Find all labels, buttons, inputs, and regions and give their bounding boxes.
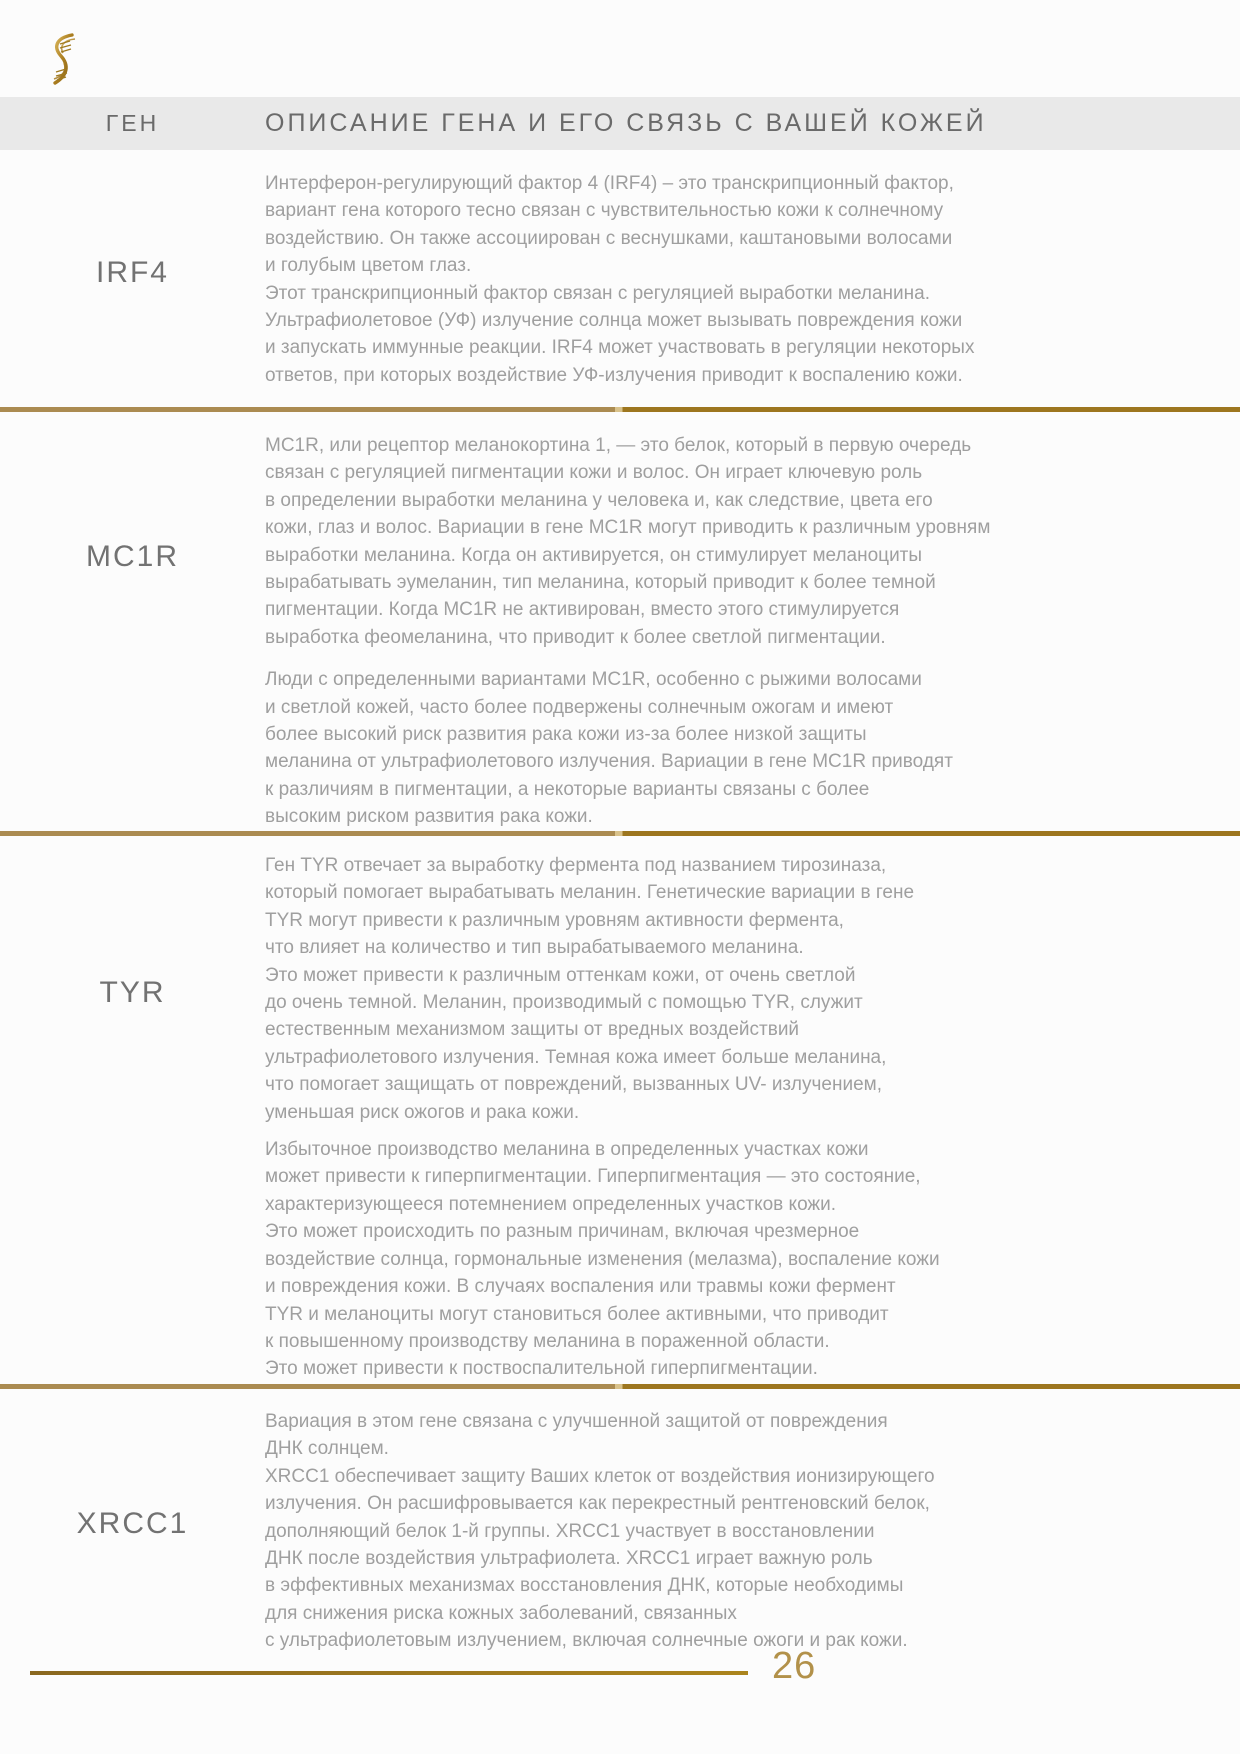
text-line: излучения. Он расшифровывается как перекрестный рентгеновский белок, xyxy=(265,1493,930,1515)
text-line: Избыточное производство меланина в определенных участках кожи xyxy=(265,1139,869,1161)
text-line: Это может привести к поствоспалительной гиперпигментации. xyxy=(265,1358,818,1380)
gene-cell xyxy=(0,1389,265,1659)
gene-label: MC1R xyxy=(85,540,179,573)
text-line: ДНК после воздействия ультрафиолета. XRCC1 играет важную роль xyxy=(265,1548,873,1570)
text-line: более высокий риск развития рака кожи из-за более низкой защиты xyxy=(265,724,867,746)
text-line: что влияет на количество и тип вырабатываемого меланина. xyxy=(265,937,804,959)
text-line: дополняющий белок 1-й группы. XRCC1 участвует в восстановлении xyxy=(265,1520,875,1542)
text-line: воздействие солнца, гормональные изменения (мелазма), воспаление кожи xyxy=(265,1248,940,1270)
text-line: который помогает вырабатывать меланин. Генетические вариации в гене xyxy=(265,882,915,904)
text-line: что помогает защищать от повреждений, вызванных UV- излучением, xyxy=(265,1074,882,1096)
gene-row xyxy=(0,1389,1240,1659)
text-line: в эффективных механизмах восстановления ДНК, которые необходимы xyxy=(265,1575,904,1597)
text-line: выработки меланина. Когда он активируется, он стимулирует меланоциты xyxy=(265,544,923,566)
gene-cell xyxy=(0,412,265,831)
text-line: пигментации. Когда MC1R не активирован, вместо этого стимулируется xyxy=(265,599,900,621)
dna-helix-logo-icon xyxy=(46,32,82,88)
text-line: Люди с определенными вариантами MC1R, особенно с рыжими волосами xyxy=(265,669,922,691)
description-paragraph xyxy=(265,852,1180,1126)
description-paragraph xyxy=(265,1136,1180,1383)
text-line: Ген TYR отвечает за выработку фермента под названием тирозиназа, xyxy=(265,855,887,876)
text-line: MC1R, или рецептор меланокортина 1, — это белок, который в первую очередь xyxy=(265,435,972,456)
text-line: к повышенному производству меланина в пораженной области. xyxy=(265,1330,830,1352)
text-line: связан с регуляцией пигментации кожи и волос. Он играет ключевую роль xyxy=(265,462,923,484)
text-line: и запускать иммунные реакции. IRF4 может участвовать в регуляции некоторых xyxy=(265,337,975,359)
text-line: Интерферон-регулирующий фактор 4 (IRF4) – это транскрипционный фактор, xyxy=(265,173,954,194)
text-line: и голубым цветом глаз. xyxy=(265,255,472,277)
gene-description-cell xyxy=(265,836,1240,1384)
gene-row xyxy=(0,836,1240,1384)
text-line: TYR могут привести к различным уровням активности фермента, xyxy=(265,909,844,931)
text-line: с ультрафиолетовым излучением, включая солнечные ожоги и рак кожи. xyxy=(265,1630,908,1652)
text-line: ультрафиолетового излучения. Темная кожа имеет больше меланина, xyxy=(265,1046,887,1068)
text-line: высоким риском развития рака кожи. xyxy=(265,806,593,828)
table-header-row xyxy=(0,97,1240,150)
gene-row xyxy=(0,412,1240,831)
text-line: TYR и меланоциты могут становиться более активными, что приводит xyxy=(265,1303,889,1325)
gene-label: IRF4 xyxy=(95,256,169,289)
text-line: меланина от ультрафиолетового излучения. Вариации в гене MC1R приводят xyxy=(265,751,953,773)
text-line: Вариация в этом гене связана с улучшенной защитой от повреждения xyxy=(265,1411,888,1432)
text-line: и повреждения кожи. В случаях воспаления или травмы кожи фермент xyxy=(265,1276,896,1298)
text-line: к различиям в пигментации, а некоторые варианты связаны с более xyxy=(265,778,870,800)
text-line: естественным механизмом защиты от вредных воздействий xyxy=(265,1019,800,1041)
gene-table-body xyxy=(0,150,1240,1659)
text-line: ДНК солнцем. xyxy=(265,1438,389,1460)
text-line: Это может привести к различным оттенкам кожи, от очень светлой xyxy=(265,964,856,986)
description-paragraph xyxy=(265,170,1180,389)
gene-cell xyxy=(0,836,265,1384)
description-paragraph xyxy=(265,432,1180,651)
text-line: Ультрафиолетовое (УФ) излучение солнца может вызывать повреждения кожи xyxy=(265,310,963,332)
text-line: вариант гена которого тесно связан с чувствительностью кожи к солнечному xyxy=(265,200,944,222)
gene-column-header: ГЕН xyxy=(105,110,160,136)
gene-cell xyxy=(0,150,265,407)
text-line: и светлой кожей, часто более подвержены солнечным ожогам и имеют xyxy=(265,696,894,718)
text-line: выработка феомеланина, что приводит к более светлой пигментации. xyxy=(265,626,886,648)
text-line: Этот транскрипционный фактор связан с регуляцией выработки меланина. xyxy=(265,282,930,304)
text-line: в определении выработки меланина у человека и, как следствие, цвета его xyxy=(265,489,933,511)
description-paragraph xyxy=(265,666,1180,830)
text-line: до очень темной. Меланин, производимый с помощью TYR, служит xyxy=(265,992,863,1014)
text-line: XRCC1 обеспечивает защиту Ваших клеток от воздействия ионизирующего xyxy=(265,1465,935,1487)
text-line: характеризующееся потемнением определенных участков кожи. xyxy=(265,1193,837,1215)
text-line: ответов, при которых воздействие УФ-излучения приводит к воспалению кожи. xyxy=(265,364,963,386)
text-line: вырабатывать эумеланин, тип меланина, который приводит к более темной xyxy=(265,572,936,594)
description-paragraph xyxy=(265,1408,1180,1655)
text-line: может привести к гиперпигментации. Гиперпигментация — это состояние, xyxy=(265,1166,921,1188)
gene-label: XRCC1 xyxy=(76,1507,189,1540)
gene-description-cell xyxy=(265,1389,1240,1659)
footer-divider-line xyxy=(30,1671,748,1675)
gene-row xyxy=(0,150,1240,407)
gene-label: TYR xyxy=(99,976,166,1009)
page-number: 26 xyxy=(772,1645,817,1687)
gene-description-cell xyxy=(265,150,1240,407)
text-line: Это может происходить по разным причинам, включая чрезмерное xyxy=(265,1221,860,1243)
text-line: кожи, глаз и волос. Вариации в гене MC1R могут приводить к различным уровням xyxy=(265,517,991,539)
text-line: уменьшая риск ожогов и рака кожи. xyxy=(265,1101,580,1123)
description-column-header: ОПИСАНИЕ ГЕНА И ЕГО СВЯЗЬ С ВАШЕЙ КОЖЕЙ xyxy=(265,109,987,137)
text-line: для снижения риска кожных заболеваний, связанных xyxy=(265,1602,737,1624)
text-line: воздействию. Он также ассоциирован с веснушками, каштановыми волосами xyxy=(265,227,953,249)
gene-description-cell xyxy=(265,412,1240,831)
